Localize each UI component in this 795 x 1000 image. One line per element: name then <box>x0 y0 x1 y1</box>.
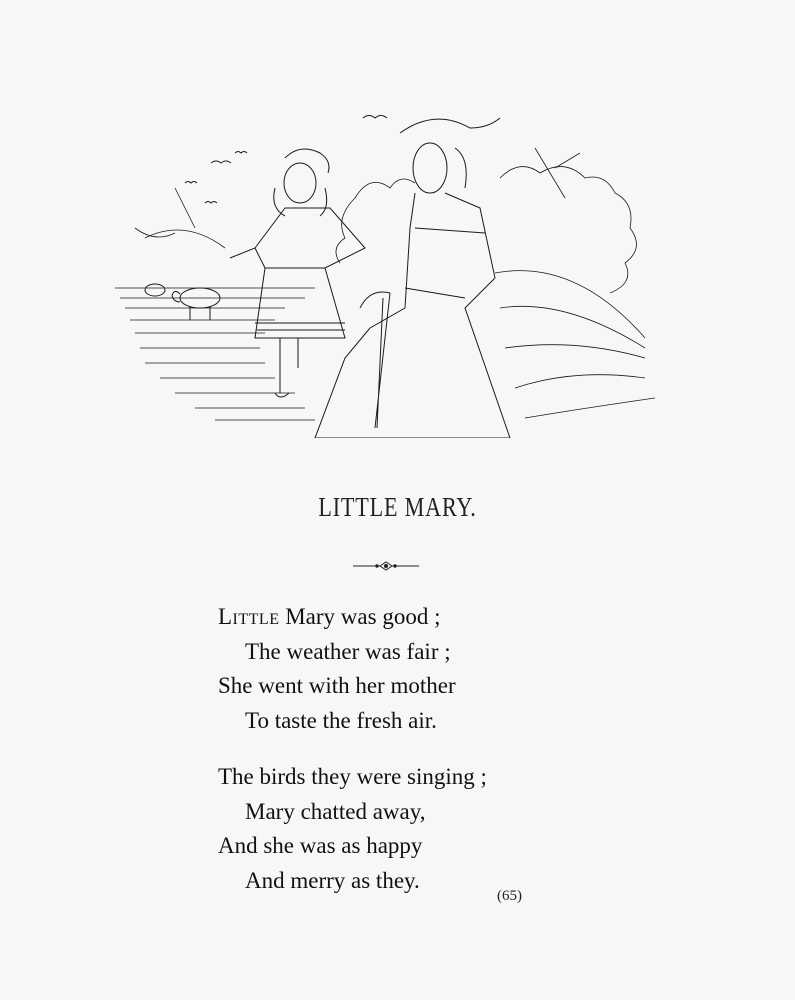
title-ornament <box>353 558 419 574</box>
bushes <box>336 148 655 418</box>
stanza-1-line-1 <box>218 600 456 635</box>
birds <box>185 116 387 204</box>
stanza-1-line-2: The weather was fair ; <box>245 638 451 664</box>
page-number: (65) <box>497 888 522 904</box>
lead-word: Little <box>218 604 280 629</box>
sheep <box>145 284 220 320</box>
stanza-2-line-2: Mary chatted away, <box>245 798 426 824</box>
woman-figure <box>315 118 510 438</box>
stanza-1 <box>218 600 456 738</box>
stanza-1-line-4: To taste the fresh air. <box>245 707 437 733</box>
line-text: Mary was good ; <box>279 604 441 629</box>
stanza-2-line-1: The birds they were singing ; <box>218 764 487 789</box>
stanza-2-line-3: And she was as happy <box>218 833 423 858</box>
stanza-1-line-3: She went with her mother <box>218 673 456 698</box>
illustration-engraving <box>115 108 660 438</box>
ground-hatching <box>115 188 315 420</box>
stanza-2 <box>218 760 487 898</box>
poem-title: LITTLE MARY. <box>318 492 477 522</box>
stanza-2-line-4: And merry as they. <box>245 867 420 893</box>
